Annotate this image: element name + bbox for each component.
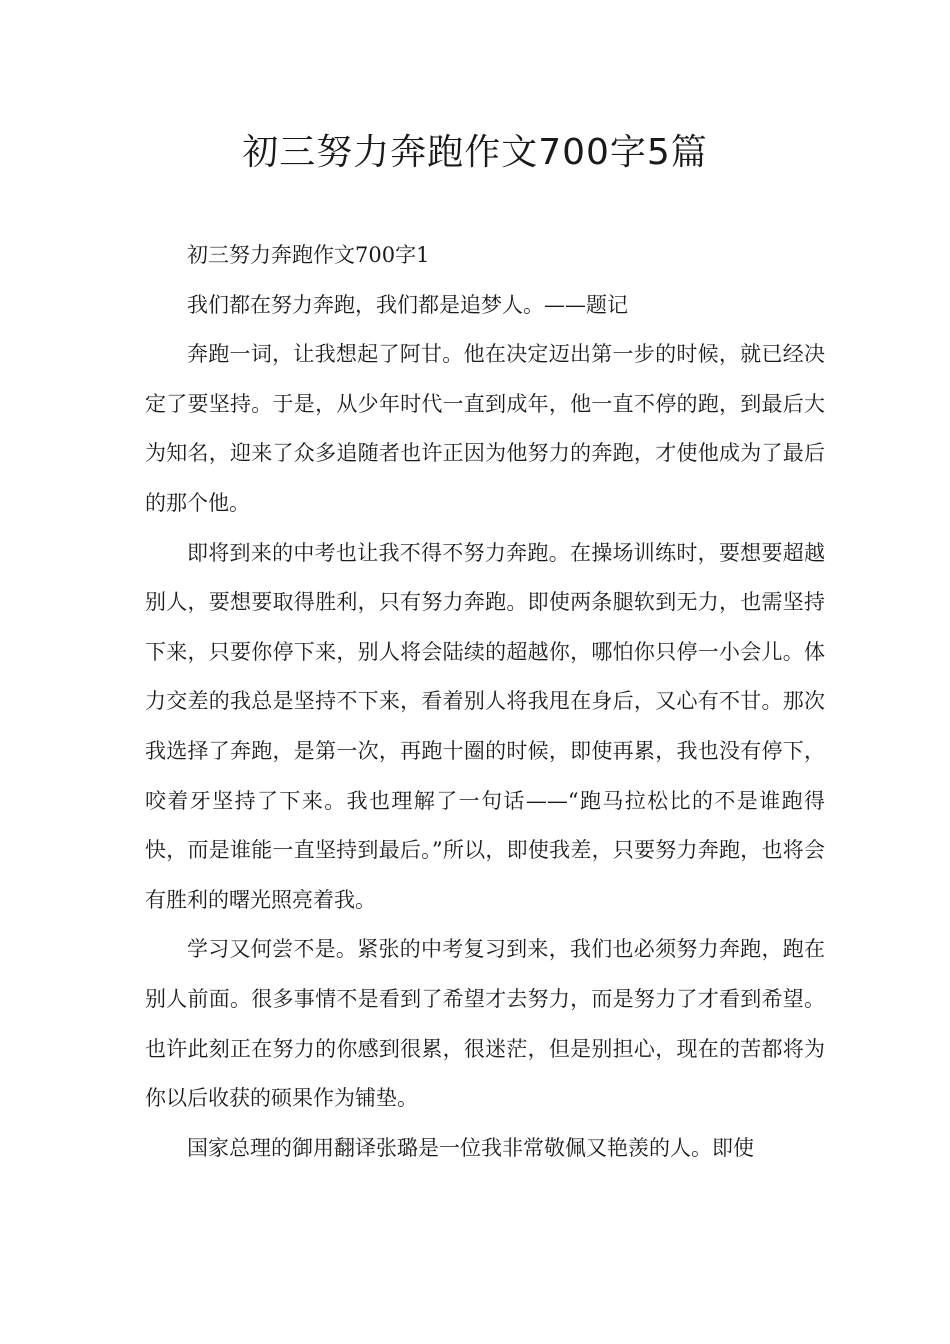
paragraph: 奔跑一词，让我想起了阿甘。他在决定迈出第一步的时候，就已经决定了要坚持。于是，从少年时代一直到成年，他一直不停的跑，到最后大为知名，迎来了众多追随者也许正因为他努力的奔跑，才使他成为了最后的那个他。: [145, 342, 825, 515]
document-body: [145, 231, 825, 1173]
paragraph: 即将到来的中考也让我不得不努力奔跑。在操场训练时，要想要超越别人，要想要取得胜利，只有努力奔跑。即使两条腿软到无力，也需坚持下来，只要你停下来，别人将会陆续的超越你，哪怕你只停一小会儿。体力交差的我总是坚持不下来，看着别人将我甩在身后，又心有不甘。那次我选择了奔跑，是第一次，再跑十圈的时候，即使再累，我也没有停下，咬着牙坚持了下来。我也理解了一句话——“跑马拉松比的不是谁跑得快，而是谁能一直坚持到最后。”所以，即使我差，只要努力奔跑，也将会有胜利的曙光照亮着我。: [145, 540, 825, 912]
paragraph-epigraph: 我们都在努力奔跑，我们都是追梦人。——题记: [187, 292, 628, 317]
paragraph: 学习又何尝不是。紧张的中考复习到来，我们也必须努力奔跑，跑在别人前面。很多事情不是看到了希望才去努力，而是努力了才看到希望。也许此刻正在努力的你感到很累，很迷茫，但是别担心，现在的苦都将为你以后收获的硕果作为铺垫。: [145, 937, 825, 1111]
document-title: 初三努力奔跑作文700字5篇: [242, 132, 708, 173]
paragraph: 国家总理的御用翻译张璐是一位我非常敬佩又艳羡的人。即使: [187, 1135, 754, 1160]
paragraph-subtitle: 初三努力奔跑作文700字1: [187, 243, 430, 267]
